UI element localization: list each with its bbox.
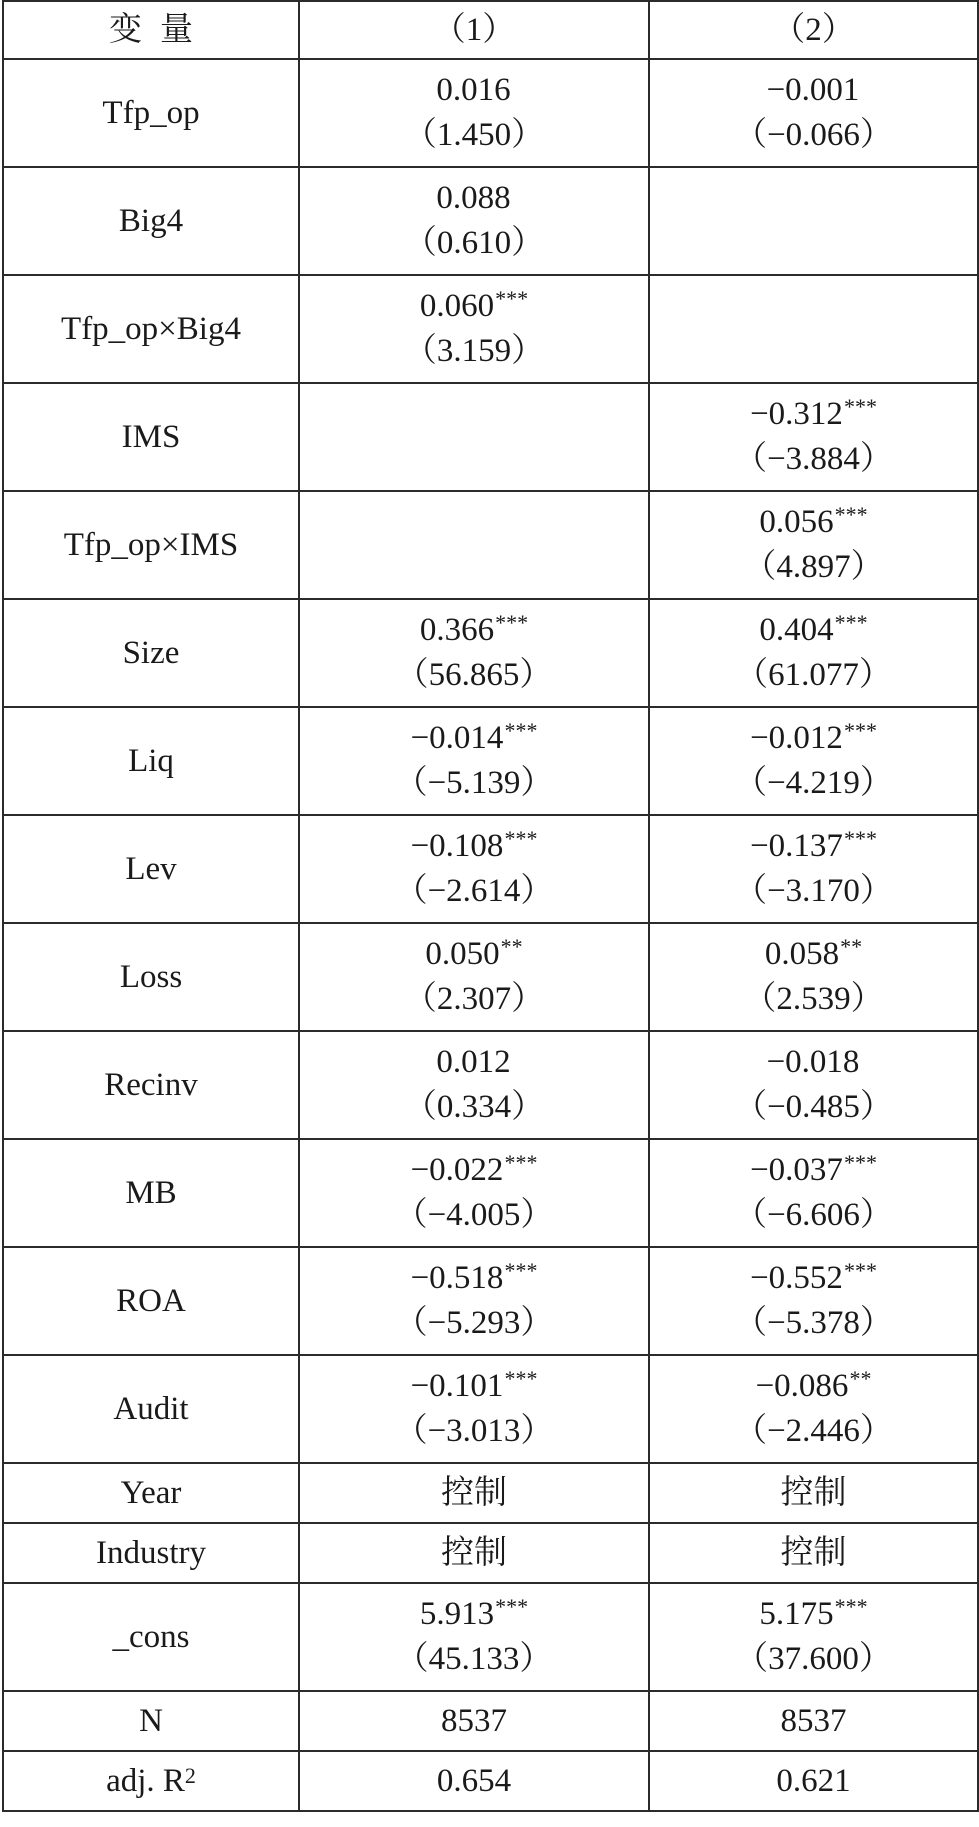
row-label: Big4 — [3, 167, 299, 275]
row-label: MB — [3, 1139, 299, 1247]
col2-cell — [649, 383, 978, 491]
significance-stars: *** — [834, 610, 868, 635]
row-label: Industry — [3, 1523, 299, 1583]
coefficient-value: −0.086 — [755, 1368, 849, 1404]
coefficient — [650, 1040, 977, 1085]
coefficient — [650, 932, 977, 977]
row-label: Tfp_op×Big4 — [3, 275, 299, 383]
t-statistic: （1.450） — [403, 117, 545, 153]
col1-cell — [299, 1031, 649, 1139]
table-body — [3, 1, 978, 1811]
t-statistic: （4.897） — [743, 549, 884, 585]
col2-cell — [649, 1031, 978, 1139]
col2-cell — [649, 815, 978, 923]
row-label: Tfp_op — [3, 59, 299, 167]
col1-cell — [299, 707, 649, 815]
table-row-recinv — [3, 1031, 978, 1139]
coefficient-value: 0.050 — [425, 936, 500, 972]
row-label: Loss — [3, 923, 299, 1031]
col1-cell — [299, 1247, 649, 1355]
coefficient — [650, 1148, 977, 1193]
coefficient-value: −0.001 — [766, 72, 860, 108]
col2-cell — [649, 1355, 978, 1463]
row-label: Recinv — [3, 1031, 299, 1139]
row-label: Liq — [3, 707, 299, 815]
col1-cell — [299, 599, 649, 707]
significance-stars: *** — [504, 826, 538, 851]
table-row-mb — [3, 1139, 978, 1247]
coefficient — [300, 176, 648, 221]
col2-cell — [649, 1247, 978, 1355]
row-n — [3, 1691, 978, 1751]
coefficient — [300, 68, 648, 113]
col2-cell — [649, 167, 978, 275]
significance-stars: *** — [495, 1594, 529, 1619]
row-label: Lev — [3, 815, 299, 923]
coefficient-value: −0.518 — [410, 1260, 504, 1296]
coefficient-value: 0.016 — [436, 72, 511, 108]
col2-cell: 控制 — [649, 1463, 978, 1523]
row-label-n: N — [3, 1691, 299, 1751]
row-adj-r2 — [3, 1751, 978, 1811]
control-row-industry — [3, 1523, 978, 1583]
significance-stars: *** — [504, 1258, 538, 1283]
col2-cell — [649, 707, 978, 815]
coefficient — [300, 284, 648, 329]
coefficient — [650, 824, 977, 869]
row-label: Audit — [3, 1355, 299, 1463]
significance-stars: *** — [495, 610, 529, 635]
table-row-tfp-op — [3, 59, 978, 167]
t-statistic: （−5.378） — [734, 1305, 893, 1341]
col1-cell — [299, 1355, 649, 1463]
t-statistic: （−5.293） — [394, 1305, 554, 1341]
t-statistic: （2.307） — [403, 981, 545, 1017]
coefficient-value: 0.404 — [759, 612, 834, 648]
col1-cell: 控制 — [299, 1523, 649, 1583]
significance-stars: *** — [504, 718, 538, 743]
t-statistic: （−4.005） — [394, 1197, 554, 1233]
n-col2: 8537 — [649, 1691, 978, 1751]
table-row-lev — [3, 815, 978, 923]
col2-cell — [649, 1139, 978, 1247]
coefficient — [300, 1592, 648, 1637]
header-variable-label: 变量 — [109, 11, 211, 48]
col1-cell — [299, 167, 649, 275]
coefficient-value: −0.037 — [750, 1152, 843, 1188]
coefficient-value: 0.088 — [436, 180, 511, 216]
coefficient — [650, 1364, 977, 1409]
adj-r2-col2: 0.621 — [649, 1751, 978, 1811]
table-row-audit — [3, 1355, 978, 1463]
coefficient — [650, 1592, 977, 1637]
coefficient — [300, 1040, 648, 1085]
table-row-size — [3, 599, 978, 707]
significance-stars: *** — [843, 1258, 877, 1283]
t-statistic: （2.539） — [743, 981, 884, 1017]
t-statistic: （−4.219） — [734, 765, 893, 801]
coefficient-value: 5.913 — [419, 1596, 495, 1632]
n-col1: 8537 — [299, 1691, 649, 1751]
table-row-liq — [3, 707, 978, 815]
col2-cell — [649, 923, 978, 1031]
regression-table — [2, 0, 979, 1812]
significance-stars: *** — [495, 286, 529, 311]
col1-cell: 控制 — [299, 1463, 649, 1523]
row-label: Tfp_op×IMS — [3, 491, 299, 599]
significance-stars: *** — [843, 1150, 877, 1175]
t-statistic: （−3.884） — [734, 441, 893, 477]
t-statistic: （0.334） — [403, 1089, 545, 1125]
coefficient — [650, 199, 977, 244]
coefficient — [300, 1256, 648, 1301]
row-label: IMS — [3, 383, 299, 491]
coefficient-value: −0.101 — [410, 1368, 504, 1404]
col2-cell — [649, 599, 978, 707]
coefficient-value: −0.312 — [750, 396, 843, 432]
header-row — [3, 1, 978, 59]
t-statistic: （−2.614） — [394, 873, 554, 909]
coefficient-value: 0.058 — [764, 936, 840, 972]
t-statistic: （−0.066） — [734, 117, 893, 153]
adj-r2-superscript: 2 — [184, 1762, 196, 1788]
coefficient — [300, 824, 648, 869]
significance-stars: *** — [843, 718, 877, 743]
t-statistic: （−6.606） — [734, 1197, 893, 1233]
significance-stars: *** — [834, 502, 868, 527]
coefficient-value: −0.552 — [750, 1260, 843, 1296]
t-statistic: （−2.446） — [734, 1413, 893, 1449]
t-statistic: （−3.013） — [394, 1413, 554, 1449]
col2-cell — [649, 275, 978, 383]
coefficient-value: −0.108 — [410, 828, 504, 864]
table-row-roa — [3, 1247, 978, 1355]
coefficient-value: 0.012 — [436, 1044, 511, 1080]
coefficient — [650, 68, 977, 113]
t-statistic: （−0.485） — [734, 1089, 893, 1125]
coefficient-value: −0.012 — [750, 720, 843, 756]
coefficient-value: 0.366 — [419, 612, 495, 648]
table-row-tfp-op-x-ims — [3, 491, 978, 599]
row-label-adj-r2 — [3, 1751, 299, 1811]
table-row-big4 — [3, 167, 978, 275]
t-statistic: （45.133） — [395, 1641, 553, 1677]
coefficient-value: 5.175 — [759, 1596, 834, 1632]
coefficient-value: 0.060 — [419, 288, 495, 324]
col1-cell — [299, 275, 649, 383]
col2-cell — [649, 491, 978, 599]
coefficient — [650, 392, 977, 437]
coefficient — [300, 415, 648, 460]
col1-cell — [299, 491, 649, 599]
significance-stars: *** — [843, 394, 877, 419]
coefficient — [650, 716, 977, 761]
t-statistic: （61.077） — [735, 657, 892, 693]
t-statistic: （37.600） — [735, 1641, 892, 1677]
header-col2: （2） — [649, 1, 978, 59]
col2-cell — [649, 59, 978, 167]
coefficient — [650, 1256, 977, 1301]
adj-r2-col1: 0.654 — [299, 1751, 649, 1811]
col1-cell — [299, 815, 649, 923]
significance-stars: *** — [504, 1150, 538, 1175]
header-variable — [3, 1, 299, 59]
coefficient — [300, 1148, 648, 1193]
coefficient-value: −0.137 — [750, 828, 843, 864]
coefficient — [650, 608, 977, 653]
table-row-ims — [3, 383, 978, 491]
coefficient — [650, 500, 977, 545]
coefficient — [300, 932, 648, 977]
coefficient — [650, 307, 977, 352]
control-row-year — [3, 1463, 978, 1523]
col1-cell — [299, 1139, 649, 1247]
coefficient-value: 0.056 — [759, 504, 834, 540]
col2-cell: 控制 — [649, 1523, 978, 1583]
col1-cell — [299, 1583, 649, 1691]
significance-stars: *** — [843, 826, 877, 851]
t-statistic: （3.159） — [403, 333, 545, 369]
significance-stars: ** — [849, 1366, 872, 1391]
coefficient — [300, 608, 648, 653]
row-label: _cons — [3, 1583, 299, 1691]
coefficient-value: −0.014 — [410, 720, 504, 756]
coefficient-value: −0.018 — [766, 1044, 860, 1080]
coefficient-value: −0.022 — [410, 1152, 504, 1188]
coefficient — [300, 716, 648, 761]
t-statistic: （56.865） — [395, 657, 553, 693]
col1-cell — [299, 59, 649, 167]
col2-cell — [649, 1583, 978, 1691]
significance-stars: ** — [840, 934, 863, 959]
row-label: Size — [3, 599, 299, 707]
row-label: ROA — [3, 1247, 299, 1355]
significance-stars: *** — [504, 1366, 538, 1391]
t-statistic: （0.610） — [403, 225, 545, 261]
table-row-cons — [3, 1583, 978, 1691]
table-row-loss — [3, 923, 978, 1031]
table-row-tfp-op-x-big4 — [3, 275, 978, 383]
coefficient — [300, 1364, 648, 1409]
t-statistic: （−5.139） — [394, 765, 554, 801]
header-col1: （1） — [299, 1, 649, 59]
row-label: Year — [3, 1463, 299, 1523]
adj-r2-label: adj. R — [106, 1762, 185, 1799]
t-statistic: （−3.170） — [734, 873, 893, 909]
significance-stars: *** — [834, 1594, 868, 1619]
col1-cell — [299, 923, 649, 1031]
significance-stars: ** — [500, 934, 523, 959]
coefficient — [300, 523, 648, 568]
col1-cell — [299, 383, 649, 491]
